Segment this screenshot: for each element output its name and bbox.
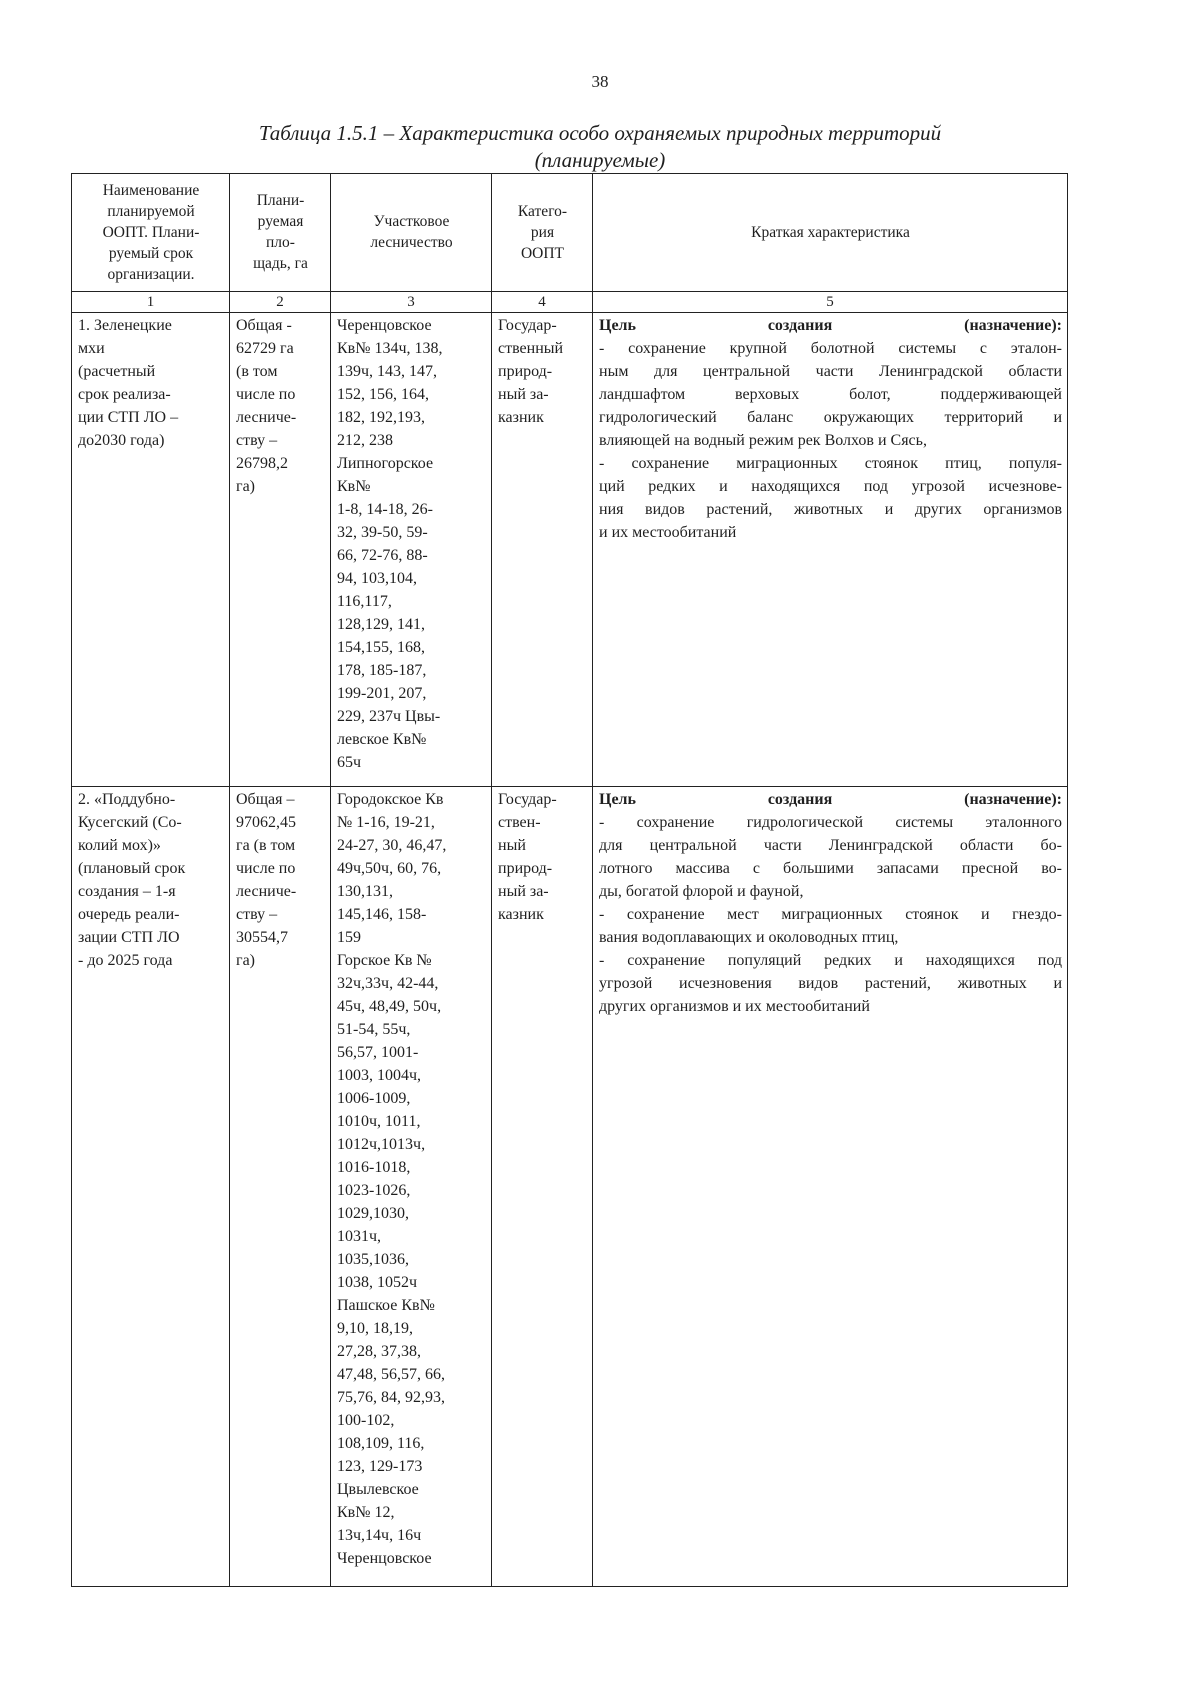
cell-line: га) — [236, 478, 255, 495]
cell-line: 26798,2 — [236, 455, 288, 472]
cell-line: ный — [498, 837, 526, 854]
goal-word: (назначение): — [964, 317, 1062, 334]
cell-line: 47,48, 56,57, 66, — [337, 1366, 445, 1383]
cell-line: 178, 185-187, — [337, 662, 427, 679]
description-line: - сохранение миграционных стоянок птиц, популя- — [599, 455, 1062, 472]
forestry-cell — [331, 313, 492, 787]
cell-line: Горское Кв № — [337, 952, 432, 969]
cell-line: ООПТ — [520, 244, 565, 262]
cell-line: 1031ч, — [337, 1228, 382, 1245]
cell-line: ству – — [236, 906, 278, 923]
cell-line: - до 2025 года — [78, 952, 173, 969]
description-line: и их местообитаний — [599, 524, 737, 541]
cell-line: Наименование — [102, 181, 200, 199]
cell-line: 199-201, 207, — [337, 685, 427, 702]
header-cell — [331, 174, 492, 292]
cell-line: 182, 192,193, — [337, 409, 425, 426]
column-number-row — [72, 292, 1068, 313]
column-number: 5 — [593, 292, 1068, 313]
cell-line: Кв№ 12, — [337, 1504, 395, 1521]
cell-line: 1010ч, 1011, — [337, 1113, 421, 1130]
oopt-name-cell — [72, 787, 230, 1587]
column-number: 3 — [331, 292, 492, 313]
cell-line: лесниче- — [236, 409, 297, 426]
cell-line: (в том — [236, 363, 278, 380]
cell-line: мхи — [78, 340, 105, 357]
cell-line: очередь реали- — [78, 906, 180, 923]
cell-line: руемая — [257, 213, 304, 230]
cell-line: 27,28, 37,38, — [337, 1343, 421, 1360]
description-line: лотного массива с большими запасами пресной во- — [599, 860, 1062, 877]
cell-line: 65ч — [337, 754, 362, 771]
cell-line: лесничество — [370, 234, 453, 251]
cell-line: 1. Зеленецкие — [78, 317, 172, 334]
description-line: угрозой исчезновения видов растений, животных и — [599, 975, 1062, 992]
cell-line: Липногорское — [337, 455, 434, 472]
cell-line: 1003, 1004ч, — [337, 1067, 422, 1084]
header-cell — [492, 174, 593, 292]
cell-line: левское Кв№ — [337, 731, 427, 748]
table-row — [72, 313, 1068, 787]
cell-line: природ- — [498, 860, 553, 877]
cell-line: 139ч, 143, 147, — [337, 363, 438, 380]
description-line: ным для центральной части Ленинградской области — [599, 363, 1062, 380]
description-line: - сохранение популяций редких и находящихся под — [599, 952, 1062, 969]
cell-line: 1029,1030, — [337, 1205, 409, 1222]
goal-word: создания — [767, 317, 833, 334]
header-cell — [72, 174, 230, 292]
cell-line: 1-8, 14-18, 26- — [337, 501, 433, 518]
cell-line: 1038, 1052ч — [337, 1274, 418, 1291]
caption-line-1: Таблица 1.5.1 – Характеристика особо охраняемых природных территорий — [258, 121, 942, 145]
cell-line: 45ч, 48,49, 50ч, — [337, 998, 442, 1015]
cell-line: 130,131, — [337, 883, 393, 900]
cell-line: га (в том — [236, 837, 296, 854]
cell-line: 1035,1036, — [337, 1251, 409, 1268]
cell-line: 123, 129-173 — [337, 1458, 423, 1475]
cell-line: 108,109, 116, — [337, 1435, 425, 1452]
cell-line: 100-102, — [337, 1412, 395, 1429]
cell-line: 32ч,33ч, 42-44, — [337, 975, 439, 992]
cell-line: Катего- — [517, 202, 568, 220]
cell-line: 49ч,50ч, 60, 76, — [337, 860, 442, 877]
cell-line: ствен- — [498, 814, 541, 831]
cell-line: 75,76, 84, 92,93, — [337, 1389, 445, 1406]
goal-word: создания — [767, 791, 833, 808]
description-text — [599, 337, 1062, 544]
cell-line: Общая - — [236, 317, 292, 334]
cell-line: 24-27, 30, 46,47, — [337, 837, 447, 854]
description-line: - сохранение гидрологической системы эталонного — [599, 814, 1062, 831]
goal-heading — [599, 788, 1062, 811]
cell-line: 97062,45 — [236, 814, 296, 831]
cell-line: № 1-16, 19-21, — [337, 814, 435, 831]
cell-line: 128,129, 141, — [337, 616, 425, 633]
cell-line: 229, 237ч Цвы- — [337, 708, 441, 725]
description-line: для центральной части Ленинградской области бо- — [599, 837, 1062, 854]
cell-line: 1016-1018, — [337, 1159, 411, 1176]
cell-line: щадь, га — [253, 255, 308, 272]
goal-word: Цель — [599, 317, 636, 334]
cell-line: 13ч,14ч, 16ч — [337, 1527, 422, 1544]
goal-word: Цель — [599, 791, 636, 808]
cell-line: казник — [498, 906, 544, 923]
cell-line: Участковое — [373, 213, 450, 230]
description-line: вания водоплавающих и околоводных птиц, — [599, 929, 899, 946]
cell-line: лесниче- — [236, 883, 297, 900]
cell-line: срок реализа- — [78, 386, 171, 403]
header-cell — [230, 174, 331, 292]
header-cell — [593, 174, 1068, 292]
cell-line: Кв№ — [337, 478, 371, 495]
cell-line: 212, 238 — [337, 432, 393, 449]
cell-line: Кв№ 134ч, 138, — [337, 340, 443, 357]
cell-line: 94, 103,104, — [337, 570, 417, 587]
description-cell — [593, 313, 1068, 787]
cell-line: числе по — [236, 860, 296, 877]
description-line: других организмов и их местообитаний — [599, 998, 870, 1015]
cell-line: Краткая характеристика — [751, 223, 910, 241]
cell-line: 1012ч,1013ч, — [337, 1136, 426, 1153]
cell-line: 9,10, 18,19, — [337, 1320, 413, 1337]
oopt-name-cell — [72, 313, 230, 787]
forestry-cell — [331, 787, 492, 1587]
protected-areas-table — [71, 173, 1068, 1587]
description-text — [599, 811, 1062, 1018]
cell-line: колий мох)» — [78, 837, 161, 854]
cell-line: руемый срок — [108, 244, 194, 262]
cell-line: ственный — [498, 340, 564, 357]
cell-line: пло- — [266, 234, 295, 251]
area-cell — [230, 313, 331, 787]
description-line: ния видов растений, животных и других организмов — [599, 501, 1062, 518]
cell-line: рия — [530, 223, 555, 241]
cell-line: Цвылевское — [337, 1481, 419, 1498]
cell-line: организации. — [107, 265, 195, 283]
description-line: - сохранение крупной болотной системы с эталон- — [599, 340, 1062, 357]
cell-line: до2030 года) — [78, 432, 165, 449]
cell-line: 145,146, 158- — [337, 906, 427, 923]
description-line: ды, богатой флорой и фауной, — [599, 883, 804, 900]
cell-line: ООПТ. Плани- — [102, 223, 200, 241]
column-number: 1 — [72, 292, 230, 313]
description-line: ландшафтом верховых болот, поддерживающей — [599, 386, 1062, 403]
caption-line-2: (планируемые) — [534, 148, 666, 172]
cell-line: Плани- — [256, 192, 305, 209]
cell-line: 152, 156, 164, — [337, 386, 429, 403]
description-line: - сохранение мест миграционных стоянок и гнездо- — [599, 906, 1062, 923]
cell-line: Кусегский (Со- — [78, 814, 182, 831]
cell-line: Черенцовское — [337, 317, 432, 334]
description-line: ций редких и находящихся под угрозой исчезнове- — [599, 478, 1062, 495]
cell-line: природ- — [498, 363, 553, 380]
cell-line: 56,57, 1001- — [337, 1044, 419, 1061]
cell-line: 2. «Поддубно- — [78, 791, 176, 808]
cell-line: Черенцовское — [337, 1550, 432, 1567]
description-cell — [593, 787, 1068, 1587]
cell-line: создания – 1-я — [78, 883, 176, 900]
cell-line: зации СТП ЛО — [78, 929, 180, 946]
cell-line: ный за- — [498, 883, 549, 900]
table-header-row — [72, 174, 1068, 292]
cell-line: ции СТП ЛО – — [78, 409, 179, 426]
cell-line: 154,155, 168, — [337, 639, 425, 656]
area-cell — [230, 787, 331, 1587]
cell-line: казник — [498, 409, 544, 426]
description-line: влияющей на водный режим рек Волхов и Сясь, — [599, 432, 927, 449]
cell-line: 66, 72-76, 88- — [337, 547, 428, 564]
cell-line: 62729 га — [236, 340, 294, 357]
column-number: 2 — [230, 292, 331, 313]
cell-line: Общая – — [236, 791, 295, 808]
cell-line: числе по — [236, 386, 296, 403]
goal-heading — [599, 314, 1062, 337]
cell-line: (плановый срок — [78, 860, 186, 877]
category-cell — [492, 787, 593, 1587]
cell-line: 51-54, 55ч, — [337, 1021, 411, 1038]
cell-line: 1006-1009, — [337, 1090, 411, 1107]
cell-line: 159 — [337, 929, 361, 946]
cell-line: (расчетный — [78, 363, 156, 380]
goal-word: (назначение): — [964, 791, 1062, 808]
page-number: 38 — [591, 72, 609, 91]
category-cell — [492, 313, 593, 787]
cell-line: га) — [236, 952, 255, 969]
cell-line: Государ- — [498, 317, 557, 334]
cell-line: ству – — [236, 432, 278, 449]
cell-line: 1023-1026, — [337, 1182, 411, 1199]
cell-line: 30554,7 — [236, 929, 288, 946]
table-row — [72, 787, 1068, 1587]
table-caption — [0, 120, 1200, 174]
column-number: 4 — [492, 292, 593, 313]
cell-line: 116,117, — [337, 593, 392, 610]
description-line: гидрологический баланс окружающих территорий и — [599, 409, 1062, 426]
cell-line: 32, 39-50, 59- — [337, 524, 428, 541]
cell-line: Городокское Кв — [337, 791, 444, 808]
cell-line: планируемой — [107, 202, 195, 220]
cell-line: Государ- — [498, 791, 557, 808]
cell-line: Пашское Кв№ — [337, 1297, 435, 1314]
cell-line: ный за- — [498, 386, 549, 403]
